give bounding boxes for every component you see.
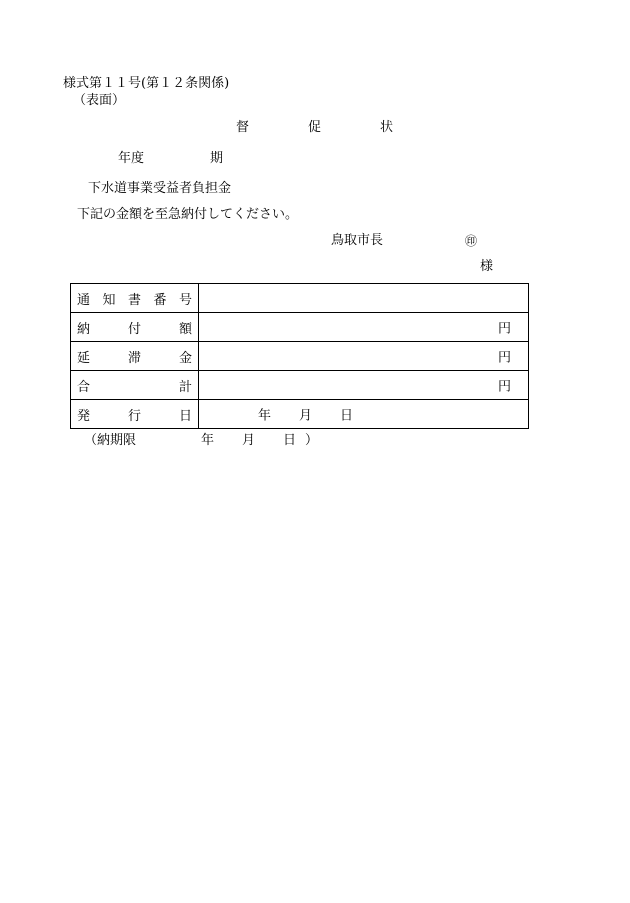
label-char: 金 <box>178 350 192 366</box>
label-char: 番 <box>153 292 167 308</box>
fiscal-year-label: 年度 <box>118 151 145 166</box>
issuer-mayor: 鳥取市長 <box>331 233 384 248</box>
notice-number-value <box>199 284 528 312</box>
addressee-honorific: 様 <box>480 259 494 274</box>
label-char: 通 <box>77 292 91 308</box>
deadline-day: 日 <box>283 433 297 448</box>
label-char: 発 <box>77 408 91 424</box>
row-label <box>71 313 199 341</box>
issue-date-month: 月 <box>299 408 313 424</box>
side-label: （表面） <box>73 93 126 108</box>
label-char: 延 <box>77 350 91 366</box>
table-row-late-charge <box>71 341 528 370</box>
table-row-issue-date <box>71 399 528 428</box>
yen-unit: 円 <box>497 321 511 337</box>
charge-name: 下水道事業受益者負担金 <box>88 181 232 196</box>
payment-deadline <box>0 433 630 449</box>
label-char: 号 <box>178 292 192 308</box>
payment-amount-value <box>199 313 528 341</box>
form-number: 様式第１１号(第１２条関係) <box>63 76 230 91</box>
table-row-payment-amount <box>71 312 528 341</box>
payment-instruction: 下記の金額を至急納付してください。 <box>77 207 299 222</box>
late-charge-value <box>199 342 528 370</box>
deadline-open: （納期限 <box>84 433 137 448</box>
document-title-char: 督 <box>236 120 250 135</box>
row-label <box>71 400 199 428</box>
label-char: 額 <box>178 321 192 337</box>
deadline-month: 月 <box>242 433 256 448</box>
issue-date-value <box>199 400 528 428</box>
label-char: 計 <box>178 379 192 395</box>
label-char: 納 <box>77 321 91 337</box>
row-label <box>71 284 199 312</box>
label-char: 知 <box>102 292 116 308</box>
deadline-year: 年 <box>201 433 215 448</box>
seal-mark: ㊞ <box>465 234 478 248</box>
issue-date-year: 年 <box>258 408 272 424</box>
row-label <box>71 371 199 399</box>
label-char: 付 <box>127 321 141 337</box>
document-title-char: 状 <box>380 120 394 135</box>
label-char: 合 <box>77 379 91 395</box>
issue-date-day: 日 <box>340 408 354 424</box>
row-label <box>71 342 199 370</box>
yen-unit: 円 <box>497 350 511 366</box>
label-char: 行 <box>127 408 141 424</box>
label-char: 書 <box>127 292 141 308</box>
deadline-close: ） <box>305 433 319 448</box>
yen-unit: 円 <box>497 379 511 395</box>
notice-table <box>70 283 529 429</box>
label-char: 滞 <box>127 350 141 366</box>
total-value <box>199 371 528 399</box>
document-title-char: 促 <box>308 120 322 135</box>
table-row-total <box>71 370 528 399</box>
table-row-notice-number <box>71 284 528 312</box>
label-char: 日 <box>178 408 192 424</box>
period-label: 期 <box>210 151 224 166</box>
